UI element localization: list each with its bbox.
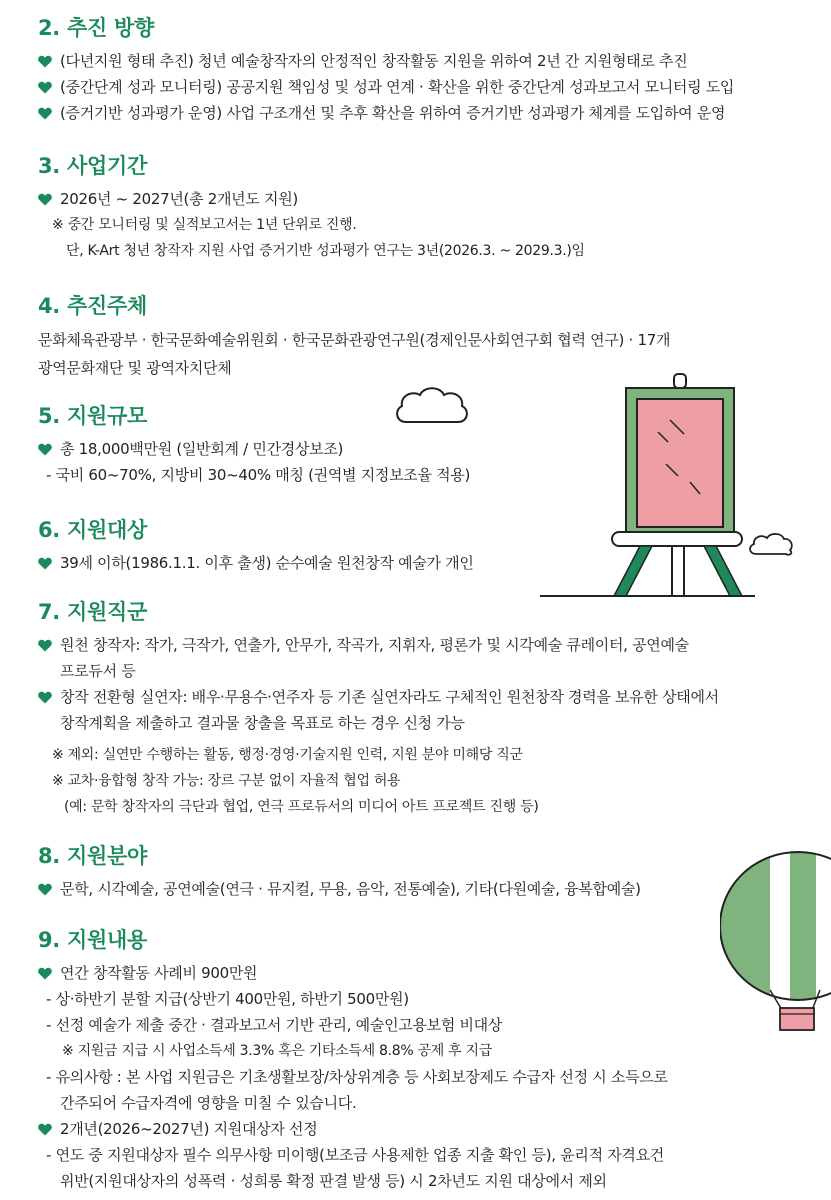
sub-item-continuation: 위반(지원대상자의 성폭력 · 성희롱 확정 판결 발생 등) 시 2차년도 지원 대상에서 제외 — [60, 1172, 607, 1190]
section-direction — [38, 14, 734, 126]
heart-icon — [38, 883, 52, 896]
bullet-item: 연간 창작활동 사례비 900만원 — [38, 960, 668, 986]
section-support-content — [38, 926, 668, 1194]
section-period — [38, 152, 585, 264]
bullet-item: (다년지원 형태 추진) 청년 예술창작자의 안정적인 창작활동 지원을 위하여 2년 간 지원형태로 추진 — [38, 48, 734, 74]
section-job-groups — [38, 598, 719, 820]
section-target — [38, 516, 474, 576]
note-text: 단, K-Art 청년 창작자 지원 사업 증거기반 성과평가 연구는 3년(2026.3. ~ 2029.3.)임 — [66, 243, 585, 259]
section-title: 4. 추진주체 — [38, 294, 147, 318]
sub-item: - 연도 중 지원대상자 필수 의무사항 미이행(보조금 사용제한 업종 지출 확인 등), 윤리적 자격요건 — [46, 1146, 664, 1164]
body-text: 광역문화재단 및 광역자치단체 — [38, 359, 232, 377]
heart-icon — [38, 557, 52, 570]
heart-icon — [38, 639, 52, 652]
hot-air-balloon-illustration — [720, 850, 831, 1035]
bullet-continuation: 창작계획을 제출하고 결과물 창출을 목표로 하는 경우 신청 가능 — [60, 714, 465, 732]
sub-item: - 국비 60~70%, 지방비 30~40% 매칭 (권역별 지정보조율 적용) — [46, 466, 471, 484]
section-organizers — [38, 292, 670, 382]
bullet-item: 문학, 시각예술, 공연예술(연극 · 뮤지컬, 무용, 음악, 전통예술), 기타(다원예술, 융복합예술) — [38, 876, 641, 902]
sub-item: - 상·하반기 분할 지급(상반기 400만원, 하반기 500만원) — [46, 990, 409, 1008]
section-title: 2. 추진 방향 — [38, 16, 154, 40]
bullet-item: (증거기반 성과평가 운영) 사업 구조개선 및 추후 확산을 위하여 증거기반 성과평가 체계를 도입하여 운영 — [38, 100, 734, 126]
section-title: 5. 지원규모 — [38, 404, 147, 428]
heart-icon — [38, 691, 52, 704]
section-title: 9. 지원내용 — [38, 928, 147, 952]
heart-icon — [38, 107, 52, 120]
note-text: (예: 문학 창작자의 극단과 협업, 연극 프로듀서의 미디어 아트 프로젝트 진행 등) — [64, 799, 539, 815]
heart-icon — [38, 193, 52, 206]
cloud-illustration — [392, 382, 472, 426]
bullet-item: 총 18,000백만원 (일반회계 / 민간경상보조) — [38, 436, 470, 462]
bullet-item: 2개년(2026~2027년) 지원대상자 선정 — [38, 1116, 668, 1142]
easel-illustration — [540, 372, 755, 598]
note-text: ※ 지원금 지급 시 사업소득세 3.3% 혹은 기타소득세 8.8% 공제 후 지급 — [62, 1043, 492, 1059]
heart-icon — [38, 443, 52, 456]
small-cloud-illustration — [746, 530, 796, 558]
section-title: 3. 사업기간 — [38, 154, 147, 178]
note-text: ※ 중간 모니터링 및 실적보고서는 1년 단위로 진행. — [52, 217, 357, 233]
bullet-item: 원천 창작자: 작가, 극작가, 연출가, 안무가, 작곡가, 지휘자, 평론가 및 시각예술 큐레이터, 공연예술 — [38, 632, 719, 658]
section-fields — [38, 842, 641, 902]
bullet-item: (중간단계 성과 모니터링) 공공지원 책임성 및 성과 연계 · 확산을 위한 중간단계 성과보고서 모니터링 도입 — [38, 74, 734, 100]
section-title: 7. 지원직군 — [38, 600, 147, 624]
section-title: 8. 지원분야 — [38, 844, 147, 868]
note-text: ※ 제외: 실연만 수행하는 활동, 행정·경영·기술지원 인력, 지원 분야 미해당 직군 — [52, 747, 523, 763]
sub-item-continuation: 간주되어 수급자격에 영향을 미칠 수 있습니다. — [60, 1094, 357, 1112]
bullet-item: 39세 이하(1986.1.1. 이후 출생) 순수예술 원천창작 예술가 개인 — [38, 550, 474, 576]
note-text: ※ 교차·융합형 창작 가능: 장르 구분 없이 자율적 협업 허용 — [52, 773, 401, 789]
bullet-item: 창작 전환형 실연자: 배우·무용수·연주자 등 기존 실연자라도 구체적인 원천창작 경력을 보유한 상태에서 — [38, 684, 719, 710]
bullet-continuation: 프로듀서 등 — [60, 662, 136, 680]
heart-icon — [38, 55, 52, 68]
heart-icon — [38, 967, 52, 980]
sub-item: - 유의사항 : 본 사업 지원금은 기초생활보장/차상위계층 등 사회보장제도 수급자 선정 시 소득으로 — [46, 1068, 668, 1086]
heart-icon — [38, 81, 52, 94]
body-text: 문화체육관광부 · 한국문화예술위원회 · 한국문화관광연구원(경제인문사회연구회 협력 연구) · 17개 — [38, 331, 671, 349]
sub-item: - 선정 예술가 제출 중간 · 결과보고서 기반 관리, 예술인고용보험 비대상 — [46, 1016, 503, 1034]
heart-icon — [38, 1123, 52, 1136]
section-title: 6. 지원대상 — [38, 518, 147, 542]
bullet-item: 2026년 ~ 2027년(총 2개년도 지원) — [38, 186, 585, 212]
